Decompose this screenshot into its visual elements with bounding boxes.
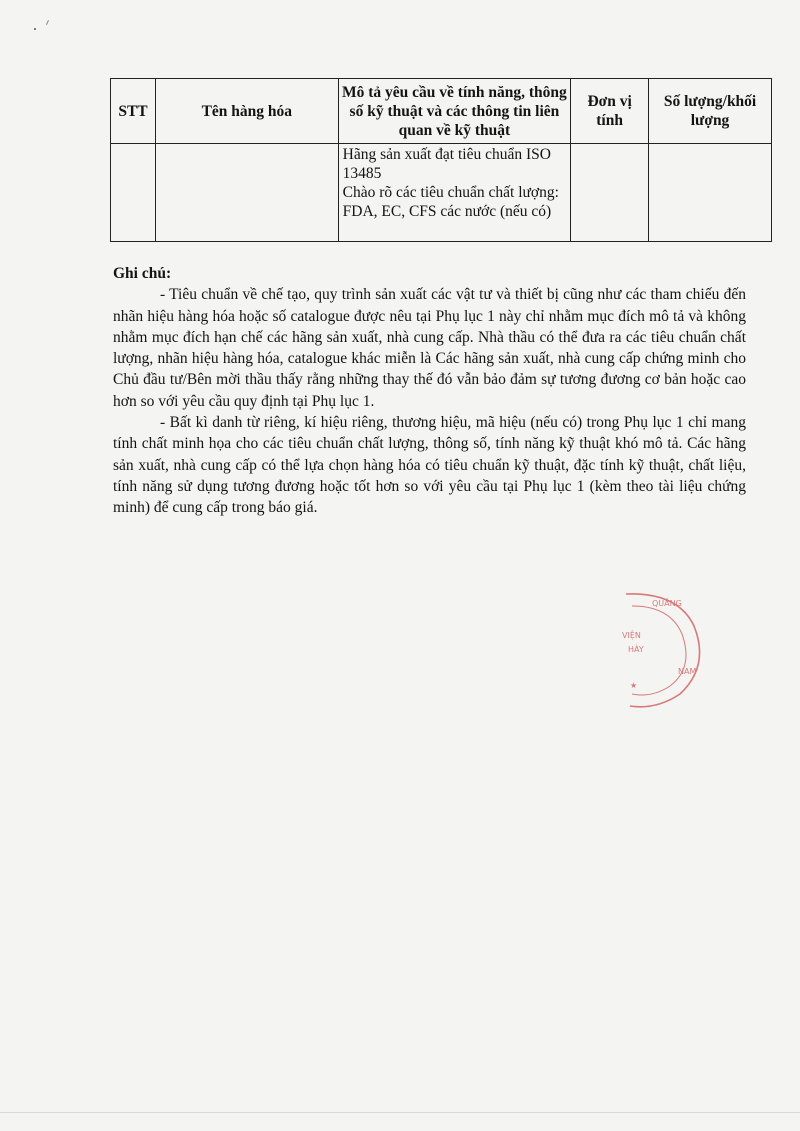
notes-title: Ghi chú: <box>113 265 172 282</box>
header-product-name: Tên hàng hóa <box>155 79 338 144</box>
scan-artifact <box>34 28 36 30</box>
red-seal-stamp <box>608 588 718 713</box>
notes-section <box>113 263 746 519</box>
cell-stt <box>111 144 156 242</box>
specification-table <box>110 78 772 242</box>
table-header-row <box>111 79 772 144</box>
scan-artifact <box>46 20 49 25</box>
scan-edge-line <box>0 1112 800 1113</box>
stamp-text-middle: VIỆN <box>622 631 641 640</box>
stamp-text-top: QUẢNG <box>652 599 682 608</box>
stamp-text-side: NAM <box>678 667 697 676</box>
cell-product-name <box>155 144 338 242</box>
cell-technical-description <box>338 144 571 242</box>
stamp-star-icon: ★ <box>630 681 638 690</box>
table-row <box>111 144 772 242</box>
header-unit: Đơn vị tính <box>571 79 649 144</box>
notes-paragraph: - Tiêu chuẩn về chế tạo, quy trình sản xuất các vật tư và thiết bị cũng như các tham chiếu đến nhãn hiệu hàng hóa hoặc số catalogue được nêu tại Phụ lục 1 này chỉ nhằm mục đích mô tả và không nhằm mục đích hạn chế các hãng sản xuất, nhà cung cấp. Nhà thầu có thể đưa ra các tiêu chuẩn chất lượng, nhãn hiệu hàng hóa, catalogue khác miễn là Các hãng sản xuất, nhà cung cấp chứng minh cho Chủ đầu tư/Bên mời thầu thấy rằng những thay thế đó vẫn bảo đảm sự tương đương cơ bản hoặc cao hơn so với yêu cầu quy định tại Phụ lục 1. <box>113 286 746 410</box>
header-technical-description: Mô tả yêu cầu về tính năng, thông số kỹ thuật và các thông tin liên quan về kỹ thuật <box>338 79 571 144</box>
notes-paragraph: - Bất kì danh từ riêng, kí hiệu riêng, thương hiệu, mã hiệu (nếu có) trong Phụ lục 1 chỉ mang tính chất minh họa cho các tiêu chuẩn chất lượng, thông số, tính năng kỹ thuật khó mô tả. Các hãng sản xuất, nhà cung cấp có thể lựa chọn hàng hóa có tiêu chuẩn kỹ thuật, đặc tính kỹ thuật, chất liệu, tính năng sử dụng tương đương hoặc tốt hơn so với yêu cầu tại Phụ lục 1 (kèm theo tài liệu chứng minh) để cung cấp trong báo giá. <box>113 414 746 517</box>
description-line: Hãng sản xuất đạt tiêu chuẩn ISO 13485 <box>342 146 551 182</box>
stamp-text-middle: HÀY <box>628 645 644 654</box>
cell-unit <box>571 144 649 242</box>
header-stt: STT <box>111 79 156 144</box>
description-line: Chào rõ các tiêu chuẩn chất lượng: FDA, EC, CFS các nước (nếu có) <box>342 184 559 220</box>
cell-quantity <box>649 144 772 242</box>
header-quantity: Số lượng/khối lượng <box>649 79 772 144</box>
